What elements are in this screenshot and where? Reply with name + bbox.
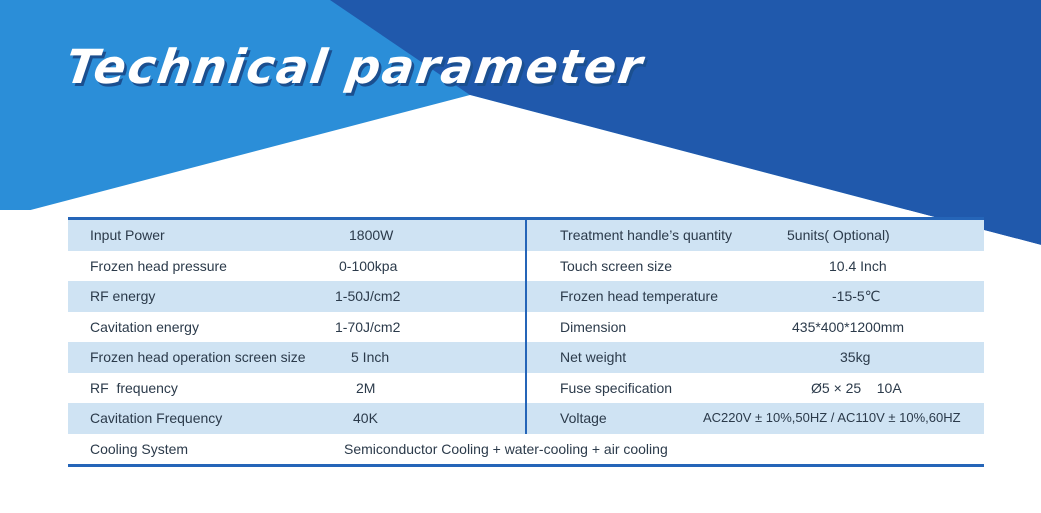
table-row bbox=[527, 251, 984, 282]
left-column bbox=[68, 220, 525, 434]
param-value: 1800W bbox=[349, 227, 394, 243]
param-value: 0-100kpa bbox=[339, 257, 398, 274]
table-row bbox=[527, 220, 984, 251]
param-value: 1-70J/cm2 bbox=[335, 318, 401, 335]
table-row-cooling bbox=[68, 434, 984, 464]
table-row bbox=[68, 220, 525, 251]
param-label: Frozen head pressure bbox=[90, 257, 227, 274]
param-value: 1-50J/cm2 bbox=[335, 288, 401, 304]
page-title: Technical parameter bbox=[62, 40, 648, 95]
table-row bbox=[68, 403, 525, 434]
param-label: Cavitation energy bbox=[90, 318, 199, 335]
table-row bbox=[527, 373, 984, 404]
table-row bbox=[68, 312, 525, 343]
table-row bbox=[527, 342, 984, 373]
param-value: 5units( Optional) bbox=[787, 227, 890, 243]
right-column bbox=[525, 220, 984, 434]
param-label: Voltage bbox=[560, 410, 607, 426]
param-value: Semiconductor Cooling + water-cooling + air cooling bbox=[344, 440, 668, 457]
table-row bbox=[68, 373, 525, 404]
table-row bbox=[527, 312, 984, 343]
param-label: Net weight bbox=[560, 349, 627, 365]
table-row bbox=[68, 342, 525, 373]
param-value: -15-5℃ bbox=[832, 288, 881, 304]
param-label: Touch screen size bbox=[560, 257, 673, 274]
param-label: Input Power bbox=[90, 227, 165, 243]
param-label: RF energy bbox=[90, 288, 156, 304]
table-row bbox=[527, 281, 984, 312]
param-label: Treatment handle’s quantity bbox=[560, 227, 732, 243]
table-row bbox=[68, 281, 525, 312]
param-value: 40K bbox=[353, 410, 378, 426]
param-value: Ø5 × 25 10A bbox=[811, 379, 902, 396]
param-value: 5 Inch bbox=[351, 349, 390, 365]
param-value: 10.4 Inch bbox=[829, 257, 887, 274]
param-value: 435*400*1200mm bbox=[792, 318, 905, 335]
param-label: Frozen head temperature bbox=[560, 288, 718, 304]
param-value: 2M bbox=[356, 379, 376, 396]
table-row bbox=[527, 403, 984, 434]
param-label: Cooling System bbox=[90, 440, 189, 457]
param-label: Cavitation Frequency bbox=[90, 410, 223, 426]
param-label: RF frequency bbox=[90, 379, 178, 396]
param-value: AC220V ± 10%,50HZ / AC110V ± 10%,60HZ bbox=[703, 410, 961, 425]
parameter-table bbox=[68, 217, 984, 467]
param-label: Dimension bbox=[560, 318, 627, 335]
table-row bbox=[68, 251, 525, 282]
param-label: Fuse specification bbox=[560, 379, 673, 396]
param-label: Frozen head operation screen size bbox=[90, 349, 306, 365]
param-value: 35kg bbox=[840, 349, 871, 365]
